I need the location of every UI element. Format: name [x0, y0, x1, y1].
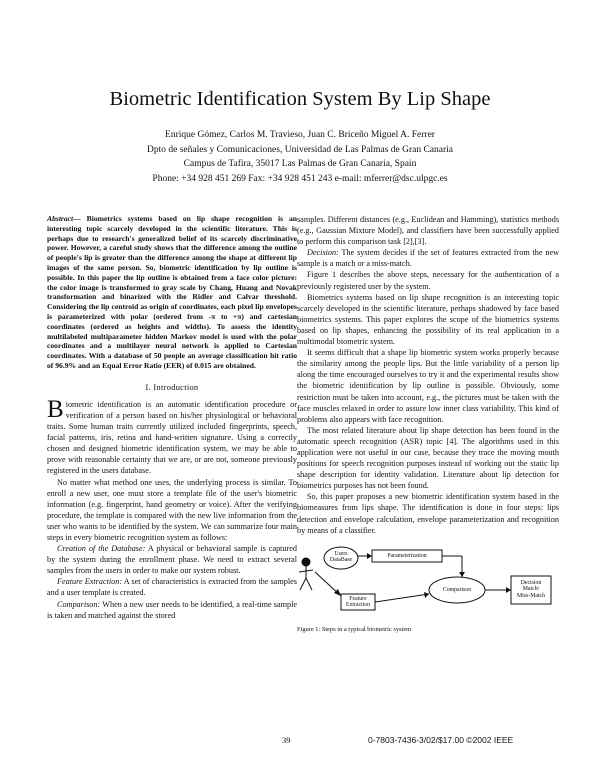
- users-database-label: Users DataBase: [329, 550, 353, 564]
- page-number: 39: [282, 735, 291, 745]
- database-label: Creation of the Database:: [57, 544, 146, 554]
- footer-isbn: 0-7803-7436-3/02/$17.00 ©2002 IEEE: [368, 735, 514, 745]
- right-paragraph-0: samples. Different distances (e.g., Euclidean and Hamming), statistics methods (e.g., Gaussian Mixture Model), and classifiers have been successfully applied to perform this comparison task [2],[3].: [297, 215, 559, 247]
- abstract-label: Abstract—: [47, 214, 81, 223]
- right-paragraph-4: It seems difficult that a shape lip biometric system works properly because the similarity among the people lips. But the little variability of a person lip along the time encouraged ourselves to try it and the experimental results show the biometric identification by lip outline is possible. Obviously, some restriction must be taken into account, e.g., the pictures must be taken with the face muscles relaxed in order to assure low inner class variability. This kind of problems also appears with face recognition.: [297, 348, 559, 424]
- abstract-text: Biometrics systems based on lip shape recognition is an interesting topic scarcely developed in the scientific literature. This is perhaps due to research's generalized belief of its scarcely discriminative power. However, a careful study shows that the difference among the outline of people's lip is greater than the difference among the shape at different lip images of the same person. So, biometric identification by lip outline is possible. In this paper the lip outline is obtained from a face color picture: the color image is transformed to gray scale by Chang, Huang and Novak transformation and binarized with the Ridler and Calvar threshold. Considering the lip centroid as origin of coordinates, each pixel lip envelopes is parameterized with polar (ordered from -π to +π) and cartesian coordinates (ordered as heights and widths). To assess the identity multilabeled multiparameter hidden Markov model is used with the polar coordinates and a multilayer neural network is applied to Cartesian coordinates. With a database of 50 people an average classification hit ratio of 96.9% and an Equal Error Ratio (EER) of 0.015 are obtained.: [47, 214, 297, 370]
- author-campus: Campus de Tafira, 35017 Las Palmas de Gran Canaria, Spain: [183, 159, 417, 169]
- feature-extraction-label-fig: Feature Extraction: [345, 595, 371, 609]
- figure-caption: Figure 1: Steps in a typical biometric system: [297, 625, 412, 633]
- author-contact: Phone: +34 928 451 269 Fax: +34 928 451 243 e-mail: mferrer@dsc.ulpgc.es: [152, 173, 448, 184]
- figure-1: [297, 542, 559, 636]
- section-heading-introduction: I. Introduction: [145, 382, 199, 392]
- intro-paragraph-2: No matter what method one uses, the underlying process is similar. To enroll a new user, one must store a template file of the user's biometric information (e.g. fingerprint, hand geometry or voice). After the verifying procedure, the template is compared with the new live information from the user who wants to be identified by the system. We can summarize four main steps in every biometric recognition system as follows:: [47, 477, 297, 542]
- decision-label: Decision:: [307, 248, 339, 258]
- author-block: [0, 128, 600, 186]
- intro-paragraph-1-text: iometric identification is an automatic identification procedure or verification of a person based on his/her physiological or behavioral traits. Some human traits currently utilized included fingerprints, speech, facial patterns, iris, retina and hand-written signature. Using a correctly chosen and designed biometric identification system, we may be able to prove with reasonable certainty that we are, or are not, someone previously registered in the users database.: [47, 399, 297, 476]
- author-department: Dpto de señales y Comunicaciones, Universidad de Las Palmas de Gran Canaria: [146, 144, 454, 155]
- intro-paragraph-4: Feature Extraction: A set of characteristics is extracted from the samples and a user template is created.: [47, 577, 297, 598]
- comparison-label-fig: Comparison: [442, 586, 472, 593]
- right-paragraph-2: Figure 1 describes the above steps, necessary for the authentication of a previously registered user by the system.: [297, 270, 559, 291]
- left-column: [47, 214, 297, 621]
- intro-paragraph-3: Creation of the Database: A physical or behavioral sample is captured by the system during the enrollment phase. We need to extract several samples from the users in order to make our system robust.: [47, 544, 297, 576]
- right-paragraph-3: Biometrics systems based on lip shape recognition is an interesting topic scarcely developed in the scientific literature, perhaps shadowed by face based biometrics systems. This paper explores the scope of the biometrics systems based on lip shapes, enhancing the possibility of its real application in a multimodal biometric system.: [297, 292, 559, 347]
- right-column: [297, 214, 559, 636]
- intro-paragraph-1: [47, 395, 297, 477]
- author-names: Enrique Gómez, Carlos M. Travieso, Juan C. Briceño Miguel A. Ferrer: [165, 130, 435, 140]
- paper-title: Biometric Identification System By Lip Shape: [109, 88, 491, 110]
- person-icon: [299, 558, 313, 590]
- parameterization-label: Parameterization: [387, 552, 427, 559]
- decision-label-fig: Decision Match/ Miss-Match: [516, 579, 546, 599]
- abstract: [47, 214, 297, 371]
- intro-paragraph-5: Comparison: When a new user needs to be identified, a real-time sample is taken and matched against the stored: [47, 599, 297, 620]
- right-paragraph-6: So, this paper proposes a new biometric identification system based in the biomeasures from lips shape. The identification is done in four steps: lips detection and envelope calculation, envelope parameterization and recognition by means of a classifier.: [297, 492, 559, 535]
- comparison-label: Comparison:: [57, 599, 101, 609]
- feature-extraction-label: Feature Extraction:: [57, 577, 123, 587]
- right-paragraph-5: The most related literature about lip shape detection has been found in the automatic speech recognition (ASR) topic [4]. The algorithms used in this application were not useful in our case, because they trace the moving mouth positions for speech recognition purposes instead of working out the static lip shape description for identity validation. Literature about lip detection for biometrics purposes has not been found.: [297, 425, 559, 491]
- right-paragraph-decision: Decision: The system decides if the set of features extracted from the new sample is a match or a miss-match.: [297, 248, 559, 269]
- drop-cap: B: [47, 395, 64, 423]
